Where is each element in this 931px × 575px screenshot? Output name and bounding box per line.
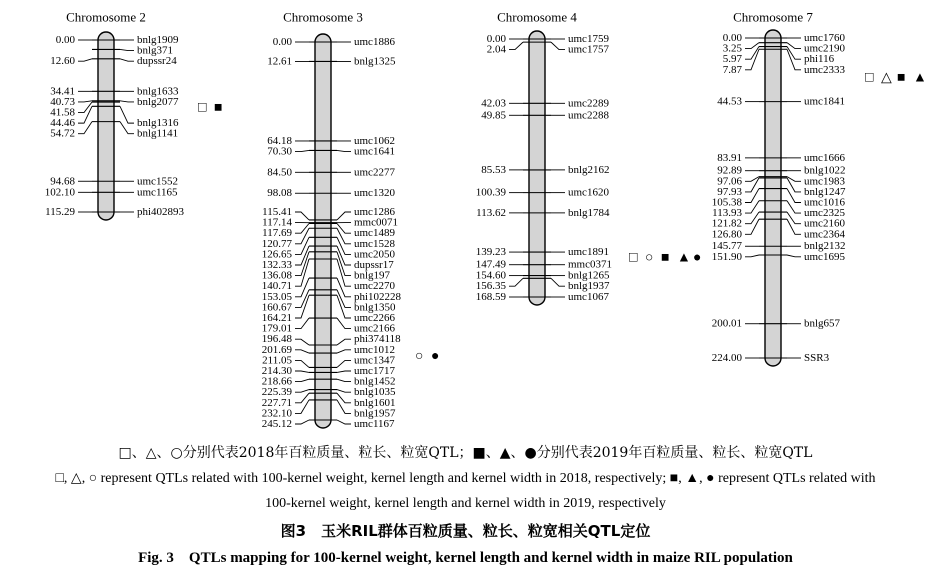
name-leader [337, 420, 351, 424]
chromosome-title: Chromosome 7 [733, 9, 813, 25]
marker-name-label: umc1757 [568, 43, 609, 56]
marker-position-label: 98.08 [267, 187, 292, 200]
marker-name-label: bnlg1601 [354, 396, 396, 409]
name-leader [120, 106, 134, 123]
marker-name-label: umc2325 [804, 207, 845, 220]
marker-position-label: 132.33 [261, 259, 292, 271]
name-leader [787, 212, 801, 224]
marker-position-label: 151.90 [711, 250, 742, 263]
marker-position-label: 136.08 [261, 269, 292, 282]
marker-position-label: 145.77 [711, 240, 742, 253]
marker-position-label: 5.97 [722, 53, 742, 66]
marker-position-label: 84.50 [267, 166, 292, 179]
name-leader [337, 150, 351, 151]
position-leader [295, 212, 309, 220]
position-leader [295, 290, 309, 308]
name-leader [337, 290, 351, 308]
marker-name-label: bnlg1247 [804, 185, 846, 198]
marker-position-label: 120.77 [261, 237, 292, 250]
marker-name-label: bnlg1937 [568, 280, 610, 293]
figure-title-en: Fig. 3 QTLs mapping for 100-kernel weight, kernel length and kernel width in maize RIL population [138, 550, 793, 566]
legend-text-zh: □、△、○分别代表2018年百粒质量、粒长、粒宽QTL；■、▲、●分别代表2019年百粒质量、粒长、粒宽QTL [118, 445, 813, 461]
position-leader [295, 379, 309, 381]
marker-position-label: 113.93 [712, 207, 742, 220]
marker-name-label: umc1891 [568, 246, 609, 259]
marker-position-label: 121.82 [711, 217, 742, 230]
marker-name-label: phi116 [804, 53, 835, 66]
marker-name-label: bnlg1452 [354, 375, 396, 388]
position-leader [295, 390, 309, 393]
position-leader [509, 42, 523, 49]
marker-position-label: 12.60 [50, 55, 75, 68]
name-leader [787, 178, 801, 192]
marker-position-label: 225.39 [261, 386, 292, 399]
position-leader [78, 106, 92, 123]
marker-name-label: umc1347 [354, 354, 395, 367]
marker-name-label: umc2050 [354, 248, 395, 261]
marker-position-label: 153.05 [261, 290, 292, 303]
marker-position-label: 126.80 [711, 228, 742, 241]
name-leader [337, 379, 351, 381]
position-leader [295, 246, 309, 265]
position-leader [509, 278, 523, 286]
marker-name-label: umc2364 [804, 228, 845, 241]
marker-name-label: umc1167 [354, 418, 395, 430]
position-leader [295, 318, 309, 329]
marker-position-label: 0.00 [486, 33, 506, 45]
marker-name-label: umc1062 [354, 134, 395, 147]
position-leader [745, 43, 759, 49]
name-leader [787, 255, 801, 257]
marker-name-label: mmc0371 [568, 258, 612, 271]
marker-name-label: bnlg1957 [354, 407, 396, 420]
position-leader [295, 339, 309, 345]
marker-name-label: bnlg1633 [137, 85, 179, 98]
marker-name-label: umc2270 [354, 280, 395, 293]
marker-name-label: umc1641 [354, 145, 395, 158]
qtl-symbol: ■ [897, 70, 906, 86]
marker-name-label: umc1666 [804, 151, 845, 164]
marker-position-label: 201.69 [261, 343, 292, 356]
marker-name-label: umc1489 [354, 227, 395, 240]
marker-name-label: umc2289 [568, 97, 609, 110]
marker-position-label: 139.23 [475, 246, 506, 259]
qtl-symbol: ▲ [913, 70, 927, 86]
chromosome-bar [529, 31, 545, 305]
qtl-symbol: ▲ [677, 250, 691, 266]
position-leader [745, 177, 759, 182]
marker-name-label: phi102228 [354, 290, 402, 303]
marker-name-label: bnlg1316 [137, 117, 179, 130]
marker-position-label: 102.10 [44, 186, 75, 199]
position-leader [745, 219, 759, 234]
name-leader [551, 42, 565, 49]
marker-name-label: umc2166 [354, 322, 395, 335]
qtl-symbol: ■ [661, 250, 670, 266]
marker-name-label: phi402893 [137, 206, 185, 218]
marker-name-label: umc1841 [804, 95, 845, 108]
position-leader [295, 420, 309, 424]
marker-name-label: umc1067 [568, 291, 609, 303]
position-leader [295, 350, 309, 353]
marker-name-label: bnlg1350 [354, 301, 396, 314]
marker-name-label: umc1886 [354, 36, 395, 48]
legend-text-en-line1: □, △, ○ represent QTLs related with 100-kernel weight, kernel length and kernel width in 2018, respectively; ■, ▲, ● represent QTLs related with [55, 471, 876, 486]
marker-position-label: 164.21 [261, 312, 292, 324]
marker-position-label: 117.14 [262, 216, 292, 229]
marker-position-label: 44.53 [717, 95, 742, 108]
marker-name-label: bnlg2132 [804, 240, 846, 253]
marker-position-label: 41.58 [50, 106, 75, 119]
name-leader [337, 339, 351, 345]
marker-position-label: 92.89 [717, 164, 742, 177]
name-leader [337, 246, 351, 265]
marker-name-label: umc1012 [354, 343, 395, 356]
marker-name-label: bnlg371 [137, 44, 174, 57]
marker-name-label: umc1528 [354, 237, 395, 250]
marker-name-label: mmc0071 [354, 216, 398, 229]
marker-name-label: umc1759 [568, 33, 609, 45]
name-leader [337, 393, 351, 403]
marker-position-label: 115.29 [45, 206, 75, 218]
name-leader [787, 43, 801, 49]
marker-position-label: 160.67 [261, 301, 292, 314]
marker-position-label: 156.35 [475, 280, 506, 293]
marker-position-label: 113.62 [476, 206, 506, 219]
marker-name-label: umc2190 [804, 42, 845, 55]
marker-name-label: bnlg2077 [137, 95, 179, 108]
marker-position-label: 83.91 [717, 151, 742, 164]
marker-name-label: dupssr24 [137, 55, 177, 68]
marker-position-label: 196.48 [261, 333, 292, 346]
chromosome-title: Chromosome 2 [66, 9, 146, 25]
marker-position-label: 211.05 [262, 354, 292, 367]
marker-name-label: bnlg1035 [354, 386, 396, 399]
position-leader [745, 212, 759, 224]
marker-position-label: 232.10 [261, 407, 292, 420]
marker-position-label: 97.93 [717, 185, 742, 198]
marker-position-label: 42.03 [481, 97, 506, 110]
qtl-symbol: □ [865, 70, 874, 86]
marker-position-label: 117.69 [262, 227, 292, 240]
legend-text-en-line2: 100-kernel weight, kernel length and kernel width in 2019, respectively [265, 496, 666, 511]
qtl-symbol: ● [693, 250, 702, 266]
marker-name-label: umc1320 [354, 187, 395, 200]
marker-position-label: 44.46 [50, 117, 75, 130]
position-leader [78, 59, 92, 61]
name-leader [337, 212, 351, 220]
qtl-symbol: ● [431, 349, 440, 365]
qtl-symbol: ○ [415, 349, 424, 365]
marker-name-label: umc1760 [804, 32, 845, 44]
position-leader [295, 393, 309, 403]
marker-name-label: bnlg1909 [137, 34, 179, 46]
marker-position-label: 224.00 [711, 352, 742, 364]
marker-name-label: bnlg657 [804, 317, 841, 330]
marker-name-label: umc1620 [568, 186, 609, 199]
position-leader [295, 295, 309, 318]
marker-position-label: 0.00 [722, 32, 742, 44]
qtl-symbol: ○ [645, 250, 654, 266]
qtl-symbol: □ [198, 100, 207, 116]
marker-name-label: umc1165 [137, 186, 178, 199]
marker-name-label: bnlg1265 [568, 269, 610, 282]
position-leader [295, 360, 309, 367]
marker-position-label: 2.04 [486, 43, 506, 56]
marker-name-label: umc2277 [354, 166, 395, 179]
marker-name-label: phi374118 [354, 333, 401, 346]
position-leader [295, 371, 309, 372]
marker-position-label: 100.39 [475, 186, 506, 199]
marker-position-label: 218.66 [261, 375, 292, 388]
marker-position-label: 168.59 [475, 291, 506, 303]
marker-position-label: 0.00 [272, 36, 292, 48]
marker-name-label: umc1717 [354, 365, 395, 377]
marker-name-label: bnlg1022 [804, 164, 846, 177]
name-leader [551, 278, 565, 286]
marker-position-label: 105.38 [711, 196, 742, 209]
position-leader [78, 101, 92, 102]
name-leader [120, 49, 134, 50]
marker-name-label: bnlg197 [354, 269, 391, 282]
qtl-symbol: △ [881, 70, 892, 86]
marker-name-label: bnlg2162 [568, 163, 610, 176]
marker-name-label: umc1695 [804, 250, 845, 263]
marker-name-label: umc1983 [804, 175, 845, 188]
marker-name-label: bnlg1784 [568, 206, 610, 219]
marker-position-label: 94.68 [50, 175, 75, 188]
name-leader [337, 371, 351, 372]
marker-position-label: 70.30 [267, 145, 292, 158]
marker-name-label: bnlg1141 [137, 127, 179, 140]
qtl-symbol: □ [629, 250, 638, 266]
marker-name-label: umc2288 [568, 109, 609, 122]
marker-position-label: 147.49 [475, 258, 506, 271]
name-leader [120, 101, 134, 102]
marker-position-label: 227.71 [261, 396, 292, 409]
position-leader [295, 150, 309, 151]
marker-position-label: 179.01 [261, 322, 292, 335]
marker-position-label: 85.53 [481, 163, 506, 176]
chromosome-title: Chromosome 4 [497, 9, 577, 25]
marker-position-label: 140.71 [261, 280, 292, 293]
marker-name-label: umc2333 [804, 63, 845, 76]
name-leader [337, 295, 351, 318]
name-leader [337, 318, 351, 329]
marker-position-label: 154.60 [475, 269, 506, 282]
name-leader [120, 59, 134, 61]
chromosome-title: Chromosome 3 [283, 9, 363, 25]
marker-position-label: 97.06 [717, 175, 742, 188]
marker-name-label: umc1286 [354, 206, 395, 218]
figure-title-zh: 图3 玉米RIL群体百粒质量、粒长、粒宽相关QTL定位 [280, 522, 651, 540]
marker-name-label: umc2266 [354, 312, 395, 324]
marker-position-label: 49.85 [481, 109, 506, 122]
name-leader [337, 350, 351, 353]
marker-position-label: 7.87 [722, 63, 742, 76]
marker-name-label: SSR3 [804, 352, 830, 364]
position-leader [745, 255, 759, 257]
name-leader [337, 360, 351, 367]
marker-position-label: 214.30 [261, 365, 292, 377]
marker-position-label: 0.00 [55, 34, 75, 46]
marker-position-label: 54.72 [50, 127, 75, 140]
marker-position-label: 64.18 [267, 134, 292, 147]
name-leader [337, 390, 351, 393]
marker-position-label: 12.61 [267, 55, 292, 68]
marker-name-label: umc2160 [804, 217, 845, 230]
position-leader [745, 178, 759, 192]
marker-position-label: 245.12 [261, 418, 292, 430]
marker-name-label: umc1552 [137, 175, 178, 188]
marker-name-label: bnlg1325 [354, 55, 396, 68]
chromosome-bar [765, 30, 781, 366]
marker-position-label: 34.41 [50, 85, 75, 98]
marker-position-label: 200.01 [711, 317, 742, 330]
qtl-symbol: ■ [214, 100, 223, 116]
marker-position-label: 40.73 [50, 95, 75, 108]
marker-name-label: dupssr17 [354, 259, 394, 271]
marker-name-label: umc1016 [804, 196, 845, 209]
name-leader [787, 219, 801, 234]
marker-position-label: 126.65 [261, 248, 292, 261]
marker-position-label: 3.25 [722, 42, 742, 55]
marker-position-label: 115.41 [262, 206, 292, 218]
name-leader [787, 177, 801, 182]
chromosome-bar [315, 34, 331, 428]
